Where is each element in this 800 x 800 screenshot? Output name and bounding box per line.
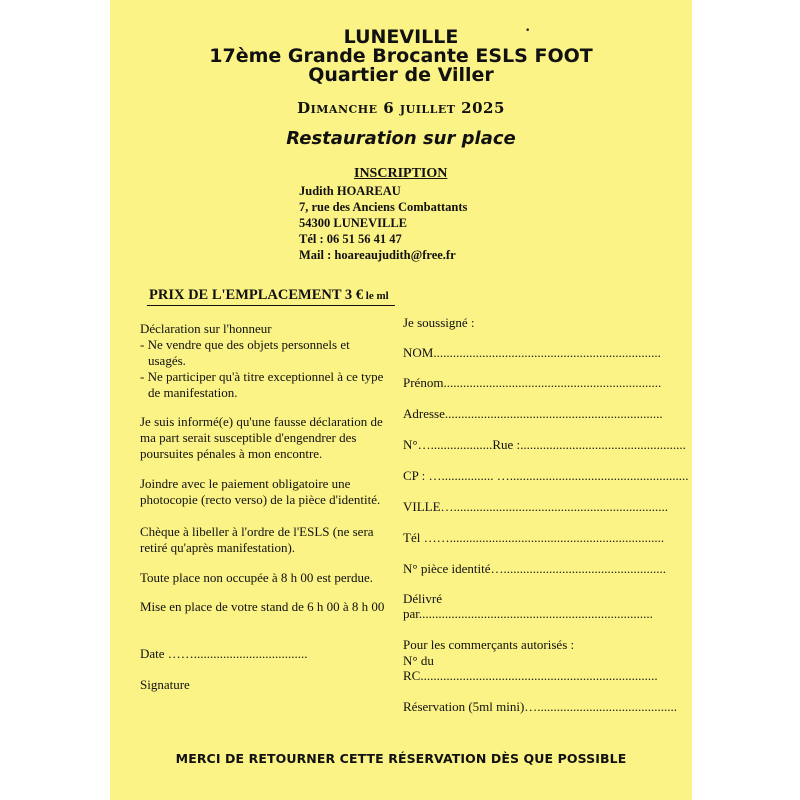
price-unit: le ml [363,290,389,302]
cheque-line-2: retiré qu'après manifestation). [140,540,296,555]
contact-email: Mail : hoareaujudith@free.fr [299,248,456,262]
event-date: Dimanche 6 juillet 2025 [297,99,505,117]
declaration-item-2-cont: de manifestation. [148,385,238,400]
contact-city: 54300 LUNEVILLE [299,216,408,230]
join-line-1: Joindre avec le paiement obligatoire une [140,476,351,491]
inscription-heading: INSCRIPTION [354,166,448,181]
catering-note: Restauration sur place [286,128,516,149]
date-field[interactable]: Date ……................................... [140,646,308,661]
nom-field[interactable]: NOM...................................................................... [403,345,661,360]
id-number-field[interactable]: N° pièce identité….................................................. [403,561,666,576]
unoccupied-rule: Toute place non occupée à 8 h 00 est perdue. [140,570,373,585]
postal-code-field[interactable]: CP : …................ …....................................................... [403,468,689,483]
contact-street: 7, rue des Anciens Combattants [299,200,468,214]
setup-hours: Mise en place de votre stand de 6 h 00 à 8 h 00 [140,599,385,614]
merchants-label: Pour les commerçants autorisés : [403,637,575,652]
number-street-field[interactable]: N°…...................Rue :................................................... [403,437,686,452]
adresse-field[interactable]: Adresse................................................................... [403,406,663,421]
return-request-footer: MERCI DE RETOURNER CETTE RÉSERVATION DÈS QUE POSSIBLE [175,751,627,766]
contact-phone: Tél : 06 51 56 41 47 [299,232,402,246]
contact-name: Judith HOAREAU [299,184,401,198]
flyer-sheet [110,0,692,800]
stray-mark: • [525,26,531,36]
event-city-title: LUNEVILLE [343,26,459,48]
declaration-title: Déclaration sur l'honneur [140,321,272,336]
declaration-item-1: - Ne vendre que des objets personnels et [140,337,350,352]
issued-by-field[interactable]: par........................................................................ [403,606,653,621]
rc-label: N° du [403,653,434,668]
cheque-line-1: Chèque à libeller à l'ordre de l'ESLS (ne sera [140,524,374,539]
informed-line-2: ma part serait susceptible d'engendrer des [140,430,357,445]
ville-field[interactable]: VILLE….................................................................. [403,499,669,514]
event-name-title: 17ème Grande Brocante ESLS FOOT [209,45,593,67]
prenom-field[interactable]: Prénom................................................................... [403,375,662,390]
soussigne-label: Je soussigné : [403,315,475,330]
rc-field[interactable]: RC......................................................................... [403,668,658,683]
informed-line-1: Je suis informé(e) qu'une fausse déclaration de [140,414,383,429]
issued-by-label: Délivré [403,591,442,606]
price-heading [147,287,395,306]
event-district-title: Quartier de Viller [308,64,494,86]
reservation-field[interactable]: Réservation (5ml mini)…........................................... [403,699,678,714]
join-line-2: photocopie (recto verso) de la pièce d'identité. [140,492,381,507]
signature-field[interactable]: Signature [140,677,190,692]
tel-field[interactable]: Tél …….................................................................. [403,530,665,545]
declaration-item-2: - Ne participer qu'à titre exceptionnel à ce type [140,369,384,384]
informed-line-3: poursuites pénales à mon encontre. [140,446,323,461]
declaration-item-1-cont: usagés. [148,353,186,368]
price-main: PRIX DE L'EMPLACEMENT 3 € [149,287,364,303]
